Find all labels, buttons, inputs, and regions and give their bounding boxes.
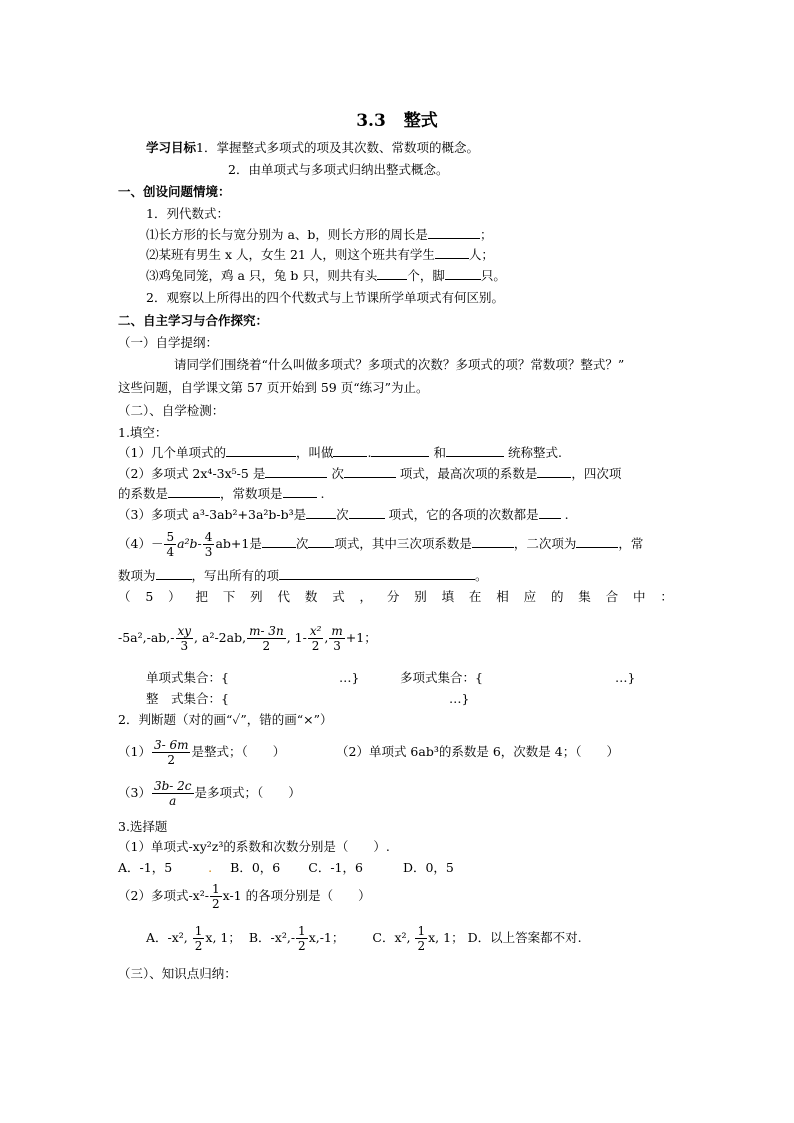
title-text: 整式 xyxy=(403,111,438,131)
polynomial-set-end: …} xyxy=(614,670,636,685)
fill-2-a: （2）多项式 2x⁴-3x⁵-5 是 xyxy=(118,466,266,481)
s1-item-3-text-a: ⑶鸡兔同笼，鸡 a 只，兔 b 只，则共有头 xyxy=(146,268,378,283)
fraction-denominator: 2 xyxy=(211,897,220,911)
choice-1-options xyxy=(118,859,454,877)
integral-set xyxy=(146,690,469,708)
judge-3 xyxy=(118,772,301,814)
choice-1-option-b: B．0，6 xyxy=(230,860,281,875)
fill-4-a: （4）－ xyxy=(118,536,164,551)
s1-item-3-text-c: 只。 xyxy=(480,268,506,283)
fill-4-f: ，二次项为 xyxy=(513,536,577,551)
fill-4-d: 次 xyxy=(295,536,309,551)
fill-5-char: 填 xyxy=(441,589,455,604)
fill-3-a: （3）多项式 a³-3ab²+3a²b-b³是 xyxy=(118,507,307,522)
fill-5-char: ： xyxy=(660,589,673,604)
judge-heading: 2．判断题（对的画“✓”，错的画“×”） xyxy=(118,712,333,727)
polynomial-set xyxy=(400,669,635,687)
answer-blank xyxy=(371,444,429,457)
choice-heading: 3.选择题 xyxy=(118,819,168,834)
fraction-denominator: 2 xyxy=(262,639,271,653)
fraction-numerator: 1 xyxy=(211,882,220,896)
answer-blank xyxy=(576,535,618,548)
monomial-set-label: 单项式集合：{ xyxy=(146,670,229,685)
choice-1-option-d: D．0，5 xyxy=(402,860,454,875)
s1-item-1-end: ； xyxy=(479,227,493,242)
answer-blank xyxy=(226,444,296,457)
goal-line-1 xyxy=(146,139,479,157)
fill-4-j: 。 xyxy=(475,568,488,583)
choice-2-b: x-1 的各项分别是（ ） xyxy=(222,888,371,903)
fill-5-char: 别 xyxy=(414,589,427,604)
fill-3-c: 项式，它的各项的次数都是 xyxy=(388,507,539,522)
fraction-denominator: 2 xyxy=(311,639,320,653)
fill-5-char: 的 xyxy=(550,589,564,604)
fill-4 xyxy=(118,527,643,561)
answer-blank xyxy=(344,465,396,478)
integral-set-label: 整 式集合：{ xyxy=(146,691,229,706)
fraction-numerator: 1 xyxy=(417,924,426,938)
expr-e: +1； xyxy=(345,630,377,645)
fraction-denominator: 4 xyxy=(166,545,175,559)
fill-5-char: ， xyxy=(359,589,373,604)
s2-part-3: （三）、知识点归纳： xyxy=(118,966,237,981)
choice-2-options xyxy=(146,920,582,956)
fill-2-cont xyxy=(118,485,325,503)
s2-part-1-text-b: 这些问题，自学课文第 57 页开始到 59 页“练习”为止。 xyxy=(118,380,429,395)
fraction-numerator: x² xyxy=(309,624,322,638)
judge-3-num: （3） xyxy=(118,785,151,800)
choice-1: （1）单项式-xy²z³的系数和次数分别是（ ）. xyxy=(118,839,390,854)
judge-1-text: 是整式；（ ） xyxy=(191,744,286,759)
fill-1-d: 和 xyxy=(433,445,446,460)
answer-blank xyxy=(537,465,571,478)
fraction xyxy=(329,624,344,653)
monomial-set xyxy=(146,669,359,687)
fill-5 xyxy=(118,588,673,606)
fill-5-char: 在 xyxy=(468,589,482,604)
s1-item-2-text: ⑵某班有男生 x 人，女生 21 人，则这个班共有学生 xyxy=(146,247,435,262)
fill-1-c: . xyxy=(367,445,372,460)
fraction-numerator: m xyxy=(331,624,343,638)
fraction xyxy=(308,624,324,653)
fill-5-char: 式 xyxy=(332,589,345,604)
fraction xyxy=(152,738,191,767)
fill-2 xyxy=(118,465,621,483)
section-1-heading: 一、创设问题情境： xyxy=(118,184,231,199)
choice-1-option-c: C．-1，6 xyxy=(308,860,363,875)
s2-part-2: （二）、自学检测： xyxy=(118,403,225,418)
fraction xyxy=(296,924,308,953)
fill-1-a: （1）几个单项式的 xyxy=(118,445,226,460)
s1-q1: 1．列代数式： xyxy=(146,206,229,221)
fill-5-char: 列 xyxy=(250,589,263,604)
goal-2: 2．由单项式与多项式归纳出整式概念。 xyxy=(228,162,449,177)
choice-1-option-a: A．-1，5 xyxy=(118,860,173,875)
answer-blank xyxy=(445,267,481,280)
fill-5-char: 数 xyxy=(304,589,318,604)
fill-2-f: ，常数项是 xyxy=(220,486,283,501)
answer-blank xyxy=(306,506,336,519)
choice-2-option-a: A．-x², xyxy=(146,930,188,945)
expr-c: , 1- xyxy=(286,630,307,645)
fill-5-char: ） xyxy=(168,589,181,604)
fill-5-char: 中 xyxy=(632,589,646,604)
answer-blank xyxy=(428,226,480,239)
fill-3-d: . xyxy=(564,507,569,522)
s1-item-3-text-b: 个，脚 xyxy=(407,268,445,283)
fraction-numerator: 4 xyxy=(204,530,213,544)
fill-2-b: 次 xyxy=(331,466,344,481)
choice-2-option-a-end: x, 1； xyxy=(205,930,241,945)
section-2-heading: 二、自主学习与合作探究： xyxy=(118,313,269,328)
answer-blank xyxy=(265,465,327,478)
goal-1: 1．掌握整式多项式的项及其次数、常数项的概念。 xyxy=(196,140,479,155)
choice-2-option-c: C．x², xyxy=(372,930,411,945)
fraction-denominator: 2 xyxy=(194,939,203,953)
fraction-denominator: a xyxy=(169,794,177,808)
answer-blank xyxy=(262,535,296,548)
s1-item-3 xyxy=(146,267,506,285)
fraction-denominator: 3 xyxy=(204,545,213,559)
fill-5-char: 应 xyxy=(523,589,537,604)
fill-5-char: 5 xyxy=(145,589,154,604)
fill-5-char: 相 xyxy=(496,589,509,604)
choice-1-dot: . xyxy=(208,860,213,875)
integral-set-end: …} xyxy=(448,691,470,706)
choice-2-option-b: B．-x²,- xyxy=(248,930,296,945)
fill-5-char: 分 xyxy=(386,589,400,604)
judge-1-num: （1） xyxy=(118,744,151,759)
answer-blank xyxy=(377,267,407,280)
choice-2-option-c-end: x, 1； xyxy=(428,930,464,945)
answer-blank xyxy=(333,444,367,457)
judge-3-text: 是多项式；（ ） xyxy=(194,785,301,800)
goals-label: 学习目标 xyxy=(146,140,197,155)
fraction xyxy=(176,624,194,653)
fill-5-char: 合 xyxy=(605,589,619,604)
fill-4-g: ，常 xyxy=(618,536,644,551)
answer-blank xyxy=(472,535,514,548)
answer-blank xyxy=(156,567,192,580)
fraction xyxy=(203,530,215,559)
fraction-numerator: 1 xyxy=(298,924,306,938)
fraction-numerator: m- 3n xyxy=(249,624,284,638)
title-number: 3.3 xyxy=(356,111,386,131)
monomial-set-end: …} xyxy=(338,670,360,685)
fill-3 xyxy=(118,506,569,524)
fraction xyxy=(247,624,286,653)
answer-blank xyxy=(308,535,334,548)
s2-part-1-text-a: 请同学们围绕着“什么叫做多项式？多项式的次数？多项式的项？常数项？整式？” xyxy=(174,357,625,372)
fill-4-i: ，写出所有的项 xyxy=(191,568,280,583)
fill-5-char: 把 xyxy=(195,589,208,604)
answer-blank xyxy=(435,246,469,259)
fill-1-e: 统称整式. xyxy=(507,445,562,460)
fraction xyxy=(210,882,222,911)
fill-5-char: 下 xyxy=(222,589,236,604)
fill-4-h: 数项为 xyxy=(118,568,156,583)
answer-blank xyxy=(539,506,561,519)
fill-4-b: a²b- xyxy=(177,536,202,551)
answer-blank xyxy=(349,506,385,519)
fraction xyxy=(164,530,176,559)
polynomial-set-label: 多项式集合：{ xyxy=(400,670,483,685)
fraction-denominator: 3 xyxy=(333,639,341,653)
expr-a: -5a²,-ab,- xyxy=(118,630,175,645)
fraction-denominator: 2 xyxy=(298,939,306,953)
choice-2-option-d: D．以上答案都不对. xyxy=(467,930,582,945)
fill-2-d: ，四次项 xyxy=(571,466,622,481)
choice-2-option-b-end: x,-1； xyxy=(308,930,345,945)
expr-b: , a²-2ab, xyxy=(194,630,247,645)
judge-1 xyxy=(118,732,285,772)
fraction xyxy=(415,924,427,953)
fill-2-g: . xyxy=(320,486,325,501)
s1-item-1-text: ⑴长方形的长与宽分别为 a、b，则长方形的周长是 xyxy=(146,227,428,242)
s1-item-2 xyxy=(146,246,494,264)
fill-5-char: （ xyxy=(118,589,131,604)
fill-heading: 1.填空： xyxy=(118,425,168,440)
fill-1 xyxy=(118,444,562,462)
fill-4-cont xyxy=(118,567,488,585)
answer-blank xyxy=(279,567,475,580)
fill-5-char: 代 xyxy=(277,589,291,604)
fraction-denominator: 2 xyxy=(417,939,426,953)
fraction-denominator: 2 xyxy=(167,753,176,767)
fraction-numerator: 3b- 2c xyxy=(153,779,192,793)
s1-item-2-end: 人； xyxy=(468,247,494,262)
fill-2-c: 项式，最高次项的系数是 xyxy=(399,466,538,481)
fill-1-b: ，叫做 xyxy=(295,445,334,460)
answer-blank xyxy=(446,444,504,457)
s1-q2: 2．观察以上所得出的四个代数式与上节课所学单项式有何区别。 xyxy=(146,290,504,305)
fraction-denominator: 3 xyxy=(180,639,189,653)
s2-part-1: （一）自学提纲： xyxy=(118,335,219,350)
judge-2: （2）单项式 6ab³的系数是 6，次数是 4；（ ） xyxy=(336,744,619,759)
choice-2-a: （2）多项式-x²- xyxy=(118,888,209,903)
fraction-numerator: xy xyxy=(177,624,192,638)
page-title xyxy=(0,106,794,131)
choice-2 xyxy=(118,878,371,914)
fill-3-b: 次 xyxy=(336,507,349,522)
fill-4-e: 项式，其中三次项系数是 xyxy=(334,536,472,551)
expr-d: , xyxy=(324,630,329,645)
fraction-numerator: 5 xyxy=(166,530,175,544)
expression-list xyxy=(118,615,377,661)
fraction xyxy=(193,924,205,953)
fill-4-c: ab+1是 xyxy=(215,536,262,551)
fill-2-e: 的系数是 xyxy=(118,486,169,501)
answer-blank xyxy=(168,485,220,498)
fraction xyxy=(152,779,194,808)
s1-item-1 xyxy=(146,226,492,244)
answer-blank xyxy=(283,485,317,498)
fill-5-char: 集 xyxy=(578,589,591,604)
fraction-numerator: 3- 6m xyxy=(153,738,189,752)
fraction-numerator: 1 xyxy=(194,924,203,938)
